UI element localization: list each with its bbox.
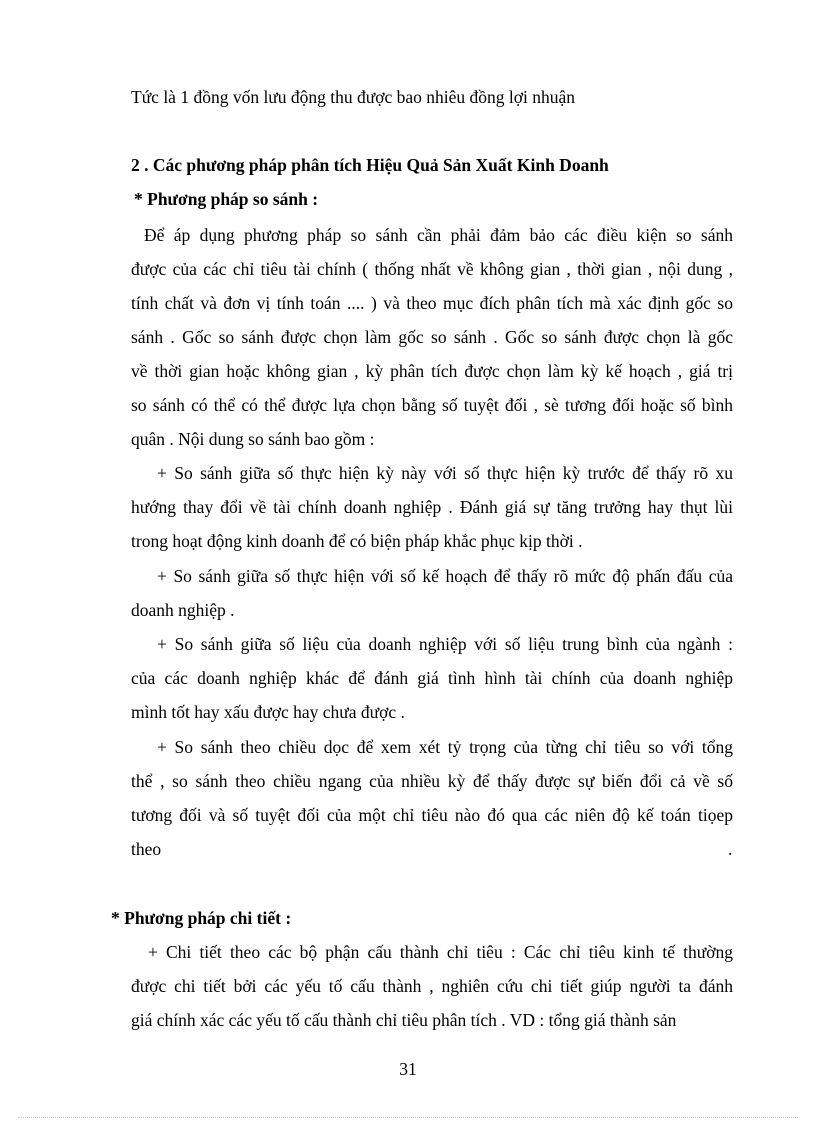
paragraph-line: + Chi tiết theo các bộ phận cấu thành chỉ tiêu : Các chỉ tiêu kinh tế thường [148, 942, 733, 962]
method-chi-tiet-heading: * Phương pháp chi tiết : [111, 908, 292, 928]
bullet-line: + So sánh giữa số thực hiện kỳ này với số thực hiện kỳ trước để thấy rõ xu [157, 463, 733, 483]
bullet-line: tương đối và số tuyệt đối của một chỉ tiêu nào đó qua các niên độ kế toán tiọep [131, 805, 733, 825]
paragraph-line: so sánh có thể có thể được lựa chọn bằng số tuyệt đối , sè tương đối hoặc số bình [131, 395, 733, 415]
trailing-period: . [728, 839, 733, 859]
paragraph-line: được của các chỉ tiêu tài chính ( thống nhất về không gian , thời gian , nội dung , [131, 259, 733, 279]
page-bottom-divider [18, 1117, 798, 1118]
bullet-line: + So sánh giữa số thực hiện với số kế hoạch để thấy rõ mức độ phấn đấu của [157, 566, 733, 586]
paragraph-line: về thời gian hoặc không gian , kỳ phân tích được chọn làm kỳ kế hoạch , giá trị [131, 361, 733, 381]
bullet-line: doanh nghiệp . [131, 600, 235, 620]
bullet-line: mình tốt hay xấu được hay chưa được . [131, 702, 405, 722]
bullet-line: theo [131, 839, 162, 859]
bullet-line: trong hoạt động kinh doanh để có biện pháp khắc phục kịp thời . [131, 531, 583, 551]
intro-line: Tức là 1 đồng vốn lưu động thu được bao nhiêu đồng lợi nhuận [131, 87, 576, 107]
paragraph-line: quân . Nội dung so sánh bao gồm : [131, 429, 375, 449]
bullet-line: của các doanh nghiệp khác để đánh giá tình hình tài chính của doanh nghiệp [131, 668, 733, 688]
bullet-line: + So sánh giữa số liệu của doanh nghiệp với số liệu trung bình của ngành : [157, 634, 733, 654]
page-number: 31 [399, 1059, 417, 1079]
bullet-line: hướng thay đổi về tài chính doanh nghiệp . Đánh giá sự tăng trưởng hay thụt lùi [131, 497, 733, 517]
paragraph-line: được chi tiết bởi các yếu tố cấu thành , nghiên cứu chi tiết giúp người ta đánh [131, 976, 733, 996]
paragraph-line: tính chất và đơn vị tính toán .... ) và theo mục đích phân tích mà xác định gốc so [131, 293, 733, 313]
paragraph-line: giá chính xác các yếu tố cấu thành chỉ tiêu phân tích . VD : tổng giá thành sản [131, 1010, 677, 1030]
bullet-line: thể , so sánh theo chiều ngang của nhiều kỳ để thấy được sự biến đổi cả về số [131, 771, 733, 791]
method-so-sanh-heading: * Phương pháp so sánh : [134, 189, 319, 209]
paragraph-line: sánh . Gốc so sánh được chọn làm gốc so sánh . Gốc so sánh được chọn là gốc [131, 327, 733, 347]
paragraph-line: Để áp dụng phương pháp so sánh cần phải đảm bảo các điều kiện so sánh [144, 225, 733, 245]
bullet-line: + So sánh theo chiều dọc để xem xét tỷ trọng của từng chỉ tiêu so với tổng [157, 737, 733, 757]
section-heading: 2 . Các phương pháp phân tích Hiệu Quả Sản Xuất Kinh Doanh [131, 155, 609, 175]
